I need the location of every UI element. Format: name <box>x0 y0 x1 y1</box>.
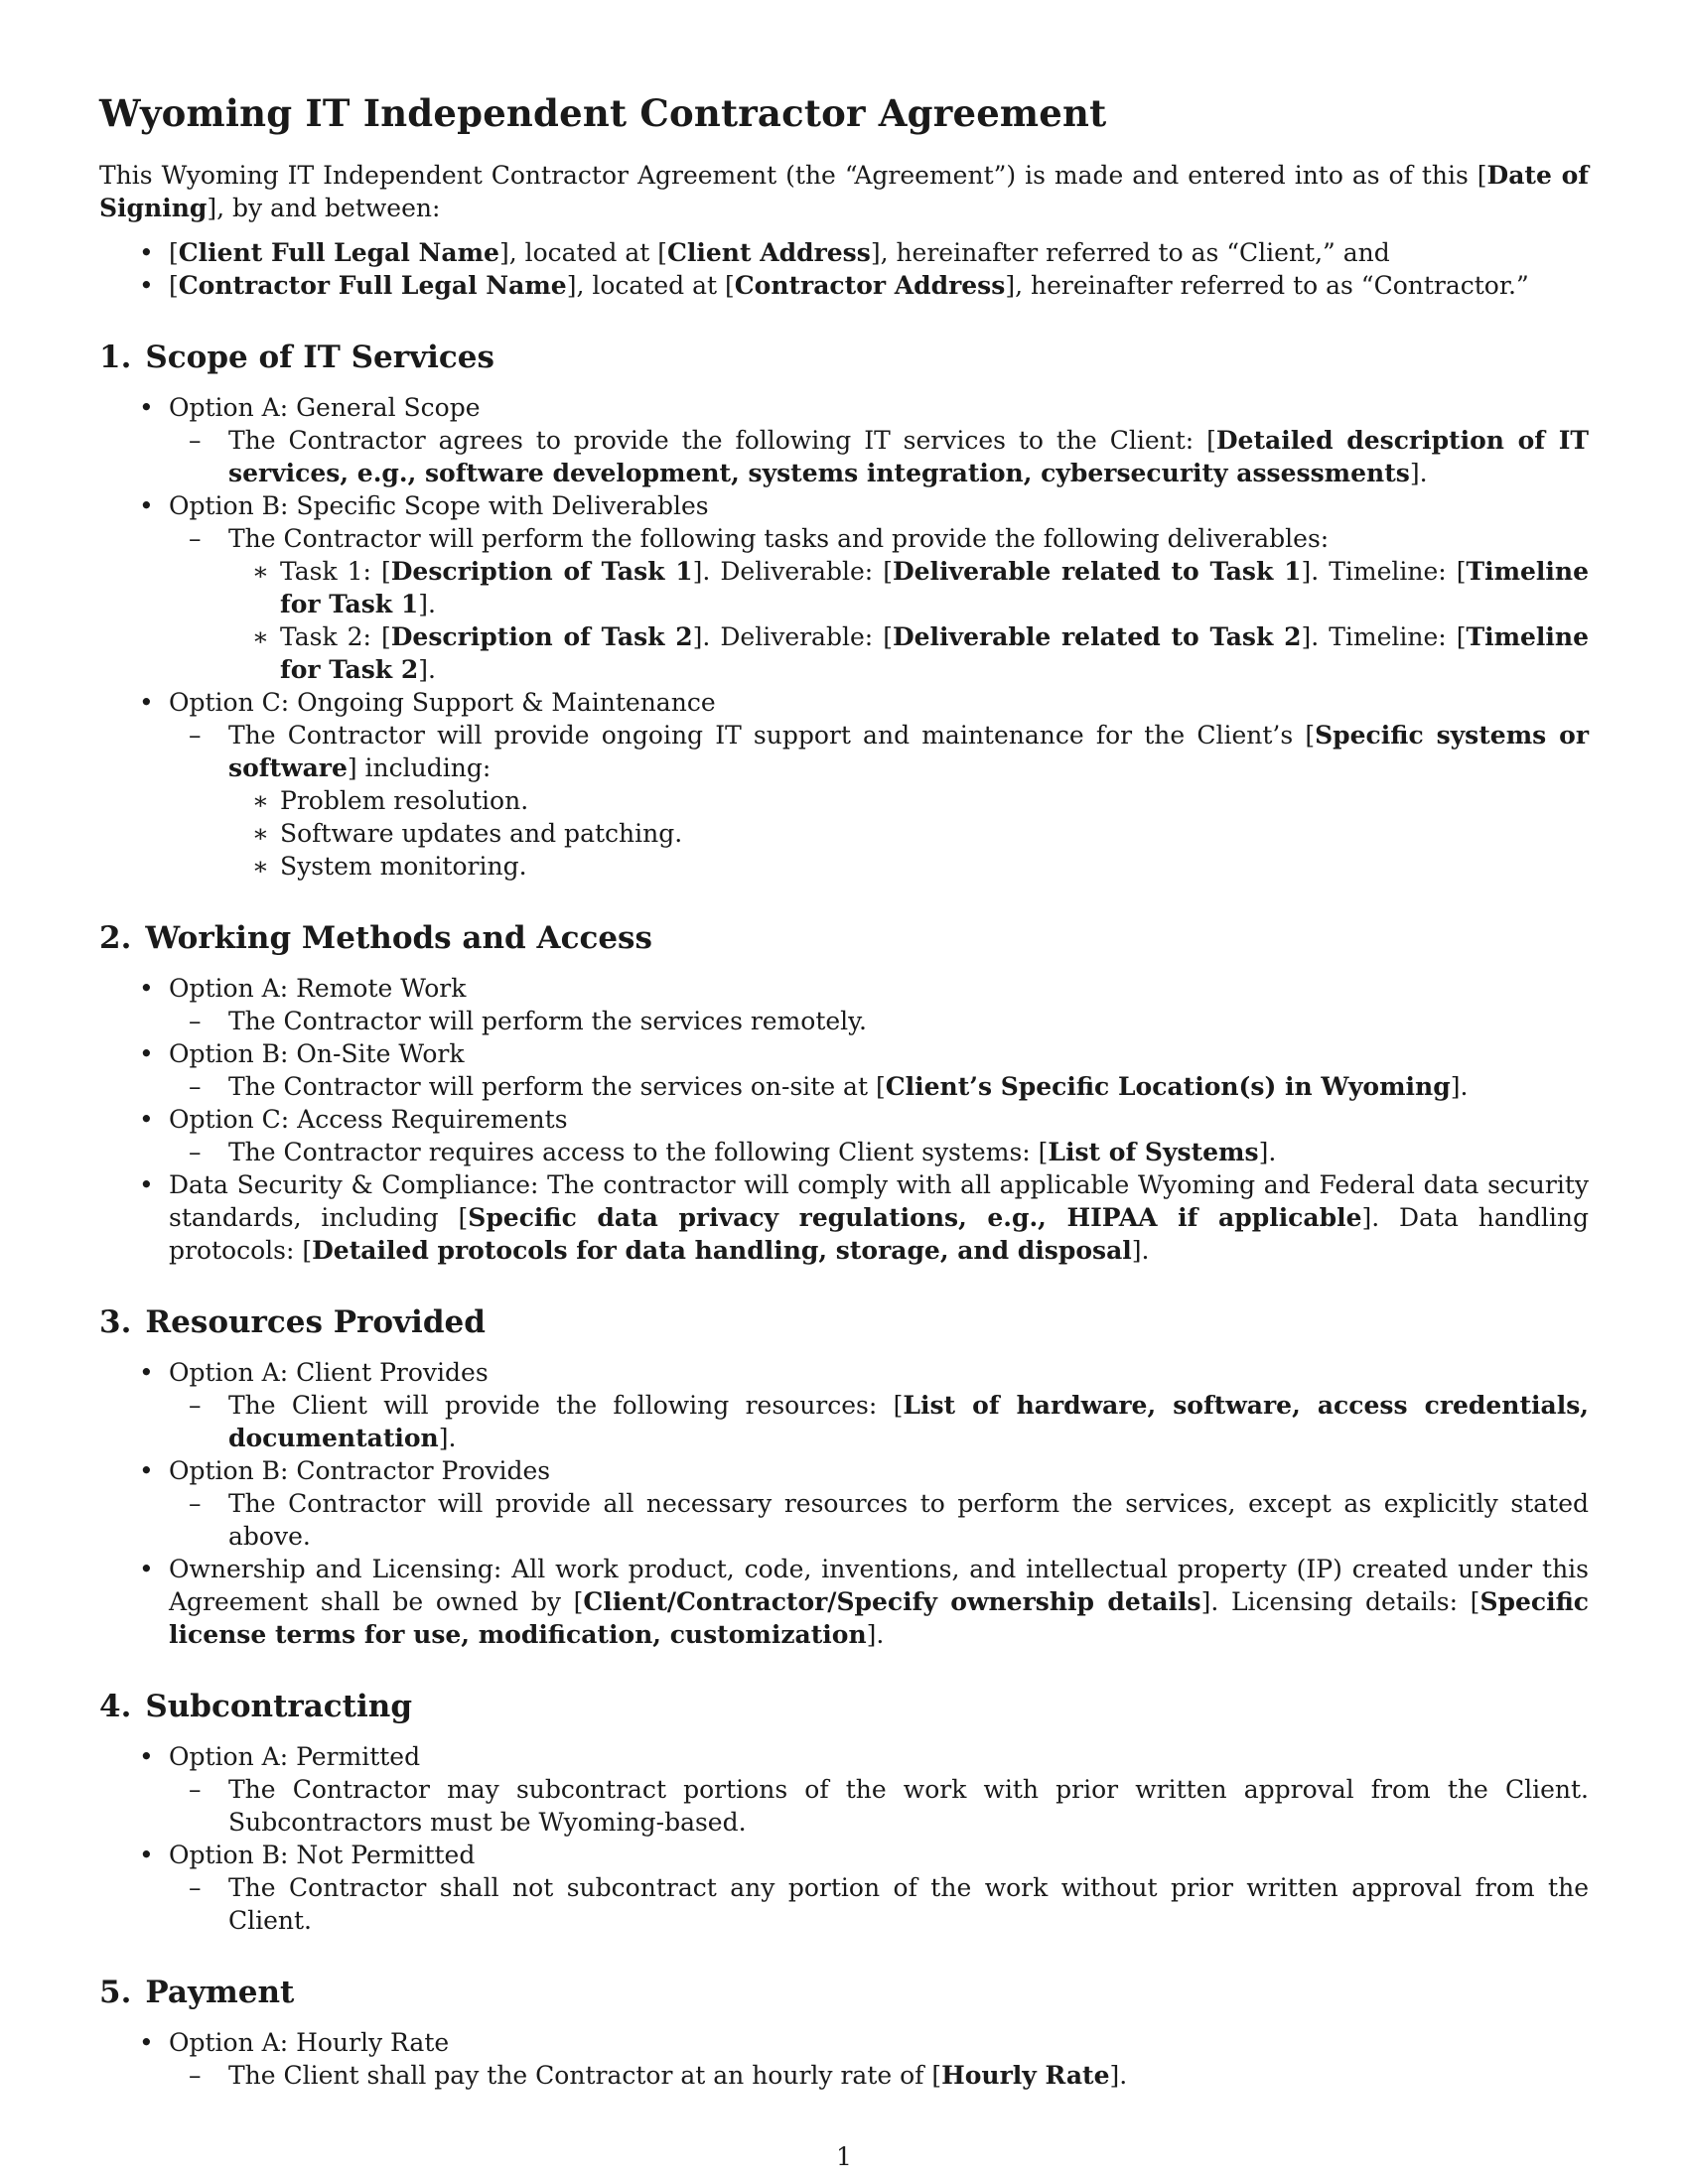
task-1-item: ∗ Task 1: [Description of Task 1]. Deliverable: [Deliverable related to Task 1]. Timeline: [Timeline for Task 1]. <box>228 555 1589 620</box>
list-item: ∗ System monitoring. <box>228 850 1589 883</box>
list-item: – The Contractor will provide ongoing IT support and maintenance for the Client’s [Specific systems or software] including: ∗ Problem resolution. ∗ Software updates and patching. ∗ System monitoring. <box>169 719 1589 883</box>
intro-paragraph: This Wyoming IT Independent Contractor Agreement (the “Agreement”) is made and entered into as of this [Date of Signing], by and between: <box>99 161 1589 222</box>
list-item: – The Contractor will provide all necessary resources to perform the services, except as explicitly stated above. <box>169 1487 1589 1553</box>
section-heading-payment: 5. Payment <box>99 1975 295 2010</box>
section-2-list <box>99 972 1589 1267</box>
list-item: • Option B: Contractor Provides – The Contractor will provide all necessary resources to perform the services, except as explicitly stated above. <box>99 1454 1589 1553</box>
section-1-list <box>99 391 1589 883</box>
list-item: – The Contractor requires access to the following Client systems: [List of Systems]. <box>169 1136 1589 1168</box>
list-item: – The Contractor may subcontract portions of the work with prior written approval from the Client. Subcontractors must be Wyoming-based. <box>169 1773 1589 1839</box>
task-2-item: ∗ Task 2: [Description of Task 2]. Deliverable: [Deliverable related to Task 2]. Timeline: [Timeline for Task 2]. <box>228 620 1589 686</box>
party-contractor: • [Contractor Full Legal Name], located at [Contractor Address], hereinafter referred to as “Contractor.” <box>99 269 1589 302</box>
list-item: – The Contractor agrees to provide the following IT services to the Client: [Detailed description of IT services, e.g., software development, systems integration, cybersecurity assessments]. <box>169 424 1589 489</box>
section-heading-subcontracting: 4. Subcontracting <box>99 1689 412 1724</box>
list-item: – The Contractor shall not subcontract any portion of the work without prior written approval from the Client. <box>169 1871 1589 1937</box>
list-item: – The Client will provide the following resources: [List of hardware, software, access credentials, documentation]. <box>169 1389 1589 1454</box>
party-client: • [Client Full Legal Name], located at [Client Address], hereinafter referred to as “Client,” and <box>99 236 1589 269</box>
list-item: • Option C: Access Requirements – The Contractor requires access to the following Client systems: [List of Systems]. <box>99 1103 1589 1168</box>
section-4-list <box>99 1740 1589 1937</box>
document-title: Wyoming IT Independent Contractor Agreement <box>99 91 1107 135</box>
section-5-list <box>99 2026 1589 2092</box>
list-item: • Option C: Ongoing Support & Maintenance – The Contractor will provide ongoing IT support and maintenance for the Client’s [Specific systems or software] including: ∗ Problem resolution. ∗ Software updates and patching. ∗ System monitoring. <box>99 686 1589 883</box>
section-heading-resources: 3. Resources Provided <box>99 1304 486 1340</box>
section-heading-scope: 1. Scope of IT Services <box>99 340 494 375</box>
list-item: • Option A: Remote Work – The Contractor will perform the services remotely. <box>99 972 1589 1037</box>
parties-list <box>99 236 1589 302</box>
list-item: • Option B: On-Site Work – The Contractor will perform the services on-site at [Client’s Specific Location(s) in Wyoming]. <box>99 1037 1589 1103</box>
list-item: – The Contractor will perform the services on-site at [Client’s Specific Location(s) in Wyoming]. <box>169 1070 1589 1103</box>
list-item: – The Client shall pay the Contractor at an hourly rate of [Hourly Rate]. <box>169 2059 1589 2092</box>
document-body <box>99 159 1589 2092</box>
data-security-item: • Data Security & Compliance: The contractor will comply with all applicable Wyoming and Federal data security standards, including [Specific data privacy regulations, e.g., HIPAA if applicable]. Data handling protocols: [Detailed protocols for data handling, storage, and disposal]. <box>99 1168 1589 1267</box>
list-item: ∗ Software updates and patching. <box>228 817 1589 850</box>
list-item: • Option A: General Scope – The Contractor agrees to provide the following IT services to the Client: [Detailed description of IT services, e.g., software development, systems integration, cybersecurity assessments]. <box>99 391 1589 489</box>
list-item: • Option A: Hourly Rate – The Client shall pay the Contractor at an hourly rate of [Hourly Rate]. <box>99 2026 1589 2092</box>
ownership-item: • Ownership and Licensing: All work product, code, inventions, and intellectual property (IP) created under this Agreement shall be owned by [Client/Contractor/Specify ownership details]. Licensing details: [Specific license terms for use, modification, customization]. <box>99 1553 1589 1651</box>
list-item: • Option A: Client Provides – The Client will provide the following resources: [List of hardware, software, access credentials, documentation]. <box>99 1356 1589 1454</box>
section-3-list <box>99 1356 1589 1651</box>
list-item: • Option B: Specific Scope with Deliverables – The Contractor will perform the following tasks and provide the following deliverables: ∗ Task 1: [Description of Task 1]. Deliverable: [Deliverable related to Task 1]. Timeline: [Timeline for Task 1]. ∗ Task 2: [Description of Task 2]. Deliverable: [Deliverable related to Task 2]. Timeline: [Timeline for Task 2]. <box>99 489 1589 686</box>
section-heading-working-methods: 2. Working Methods and Access <box>99 920 652 956</box>
list-item: – The Contractor will perform the following tasks and provide the following deliverables: ∗ Task 1: [Description of Task 1]. Deliverable: [Deliverable related to Task 1]. Timeline: [Timeline for Task 1]. ∗ Task 2: [Description of Task 2]. Deliverable: [Deliverable related to Task 2]. Timeline: [Timeline for Task 2]. <box>169 522 1589 686</box>
list-item: – The Contractor will perform the services remotely. <box>169 1005 1589 1037</box>
list-item: • Option A: Permitted – The Contractor may subcontract portions of the work with prior written approval from the Client. Subcontractors must be Wyoming-based. <box>99 1740 1589 1839</box>
page-number: 1 <box>836 2142 852 2171</box>
list-item: ∗ Problem resolution. <box>228 784 1589 817</box>
list-item: • Option B: Not Permitted – The Contractor shall not subcontract any portion of the work without prior written approval from the Client. <box>99 1839 1589 1937</box>
